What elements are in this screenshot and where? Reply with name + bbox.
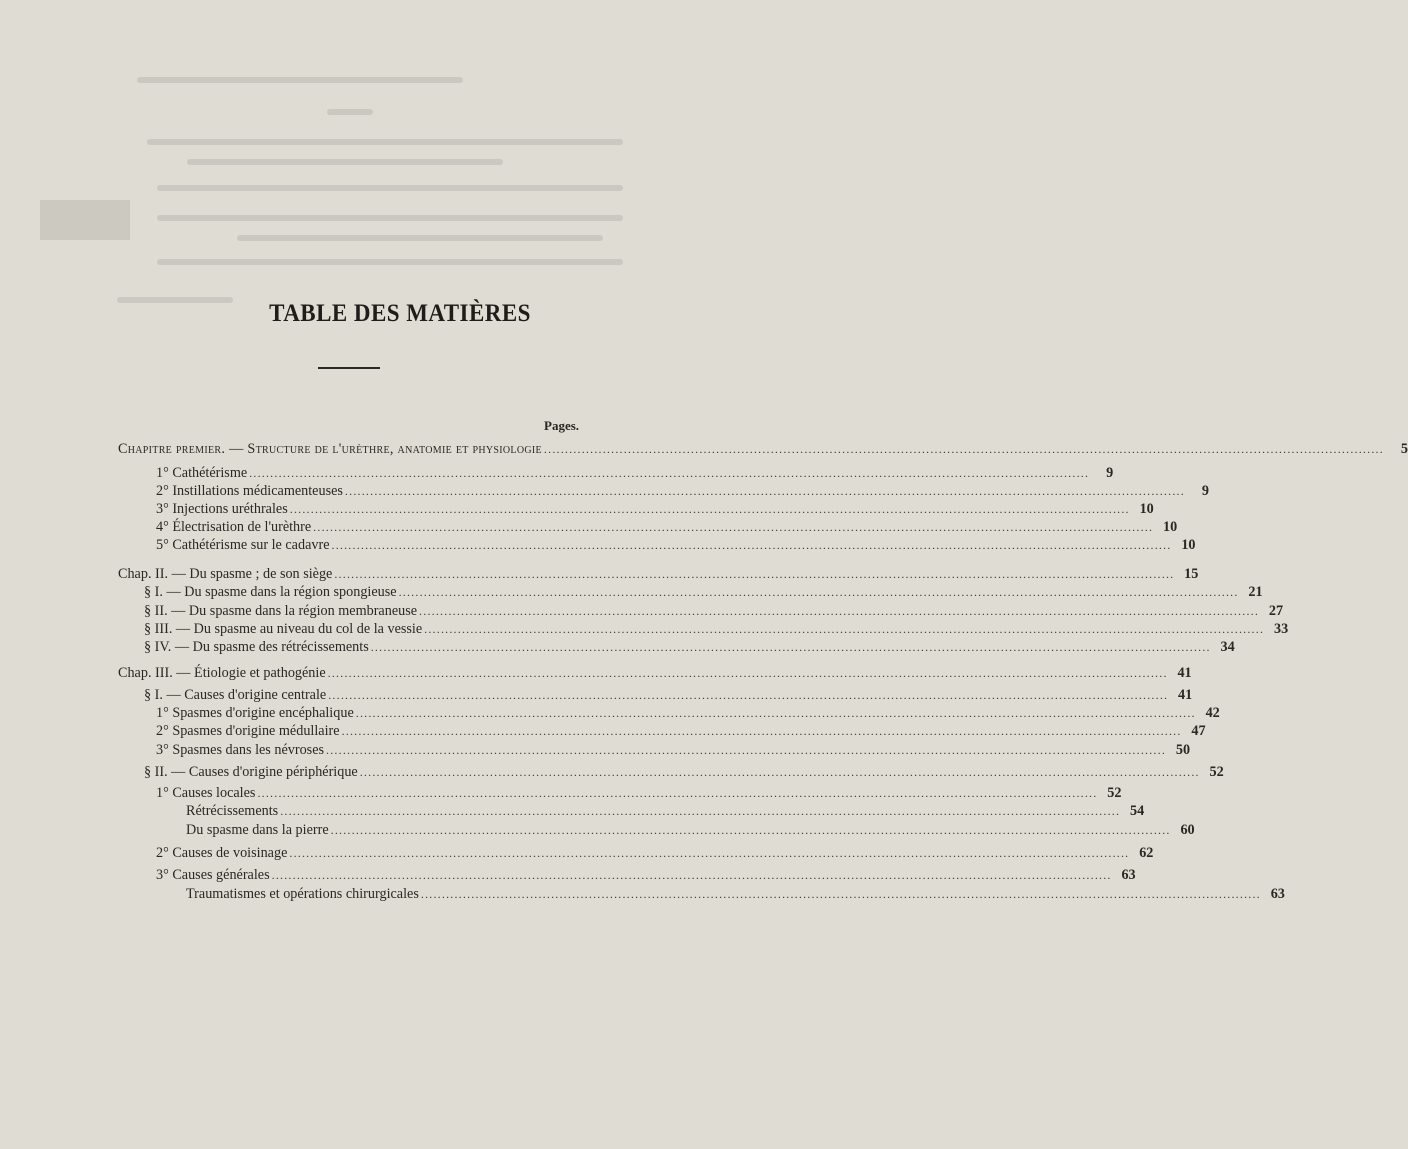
toc-entry-label: § II. — Causes d'origine périphérique xyxy=(144,764,358,780)
toc-entry-label: 3° Spasmes dans les névroses xyxy=(156,742,325,758)
dot-leader: ........................................................................................................................................................................................................ xyxy=(420,887,1261,901)
dot-leader: ........................................................................................................................................................................................................ xyxy=(334,567,1175,581)
toc-entry xyxy=(156,784,1122,802)
toc-entry-page: 42 xyxy=(1205,705,1220,721)
toc-entry-label: 1° Spasmes d'origine encéphalique xyxy=(156,705,354,721)
toc-entry-page: 15 xyxy=(1184,566,1199,582)
dot-leader: ........................................................................................................................................................................................................ xyxy=(249,466,1090,480)
toc-entry xyxy=(156,518,1178,536)
dot-leader: ........................................................................................................................................................................................................ xyxy=(331,538,1172,552)
toc-entry xyxy=(156,482,1209,500)
dot-leader: ........................................................................................................................................................................................................ xyxy=(328,688,1169,702)
toc-entry-label: 1° Causes locales xyxy=(156,785,256,801)
dot-leader: ........................................................................................................................................................................................................ xyxy=(289,846,1130,860)
dot-leader: ........................................................................................................................................................................................................ xyxy=(398,585,1239,599)
dot-leader: ........................................................................................................................................................................................................ xyxy=(271,868,1112,882)
toc-entry-page: 50 xyxy=(1175,742,1191,758)
dot-leader: ........................................................................................................................................................................................................ xyxy=(355,706,1196,720)
toc-entry xyxy=(156,866,1136,884)
toc-entry xyxy=(156,536,1196,554)
dot-leader: ........................................................................................................................................................................................................ xyxy=(341,724,1182,738)
dot-leader: ........................................................................................................................................................................................................ xyxy=(327,666,1168,680)
toc-entry xyxy=(144,638,1235,656)
toc-entry-page: 41 xyxy=(1178,687,1193,703)
toc-entry xyxy=(156,500,1154,518)
dot-leader: ........................................................................................................................................................................................................ xyxy=(289,502,1130,516)
toc-entry-page: 62 xyxy=(1139,845,1154,861)
toc-entry-label: § IV. — Du spasme des rétrécissements xyxy=(144,639,369,655)
toc-entry-page: 52 xyxy=(1209,764,1224,780)
toc-entry-label: 3° Injections uréthrales xyxy=(156,501,288,517)
dot-leader: ........................................................................................................................................................................................................ xyxy=(424,622,1265,636)
toc-entry-page: 10 xyxy=(1181,537,1196,553)
dot-leader: ........................................................................................................................................................................................................ xyxy=(257,786,1098,800)
dot-leader: ........................................................................................................................................................................................................ xyxy=(359,765,1200,779)
toc-entry xyxy=(156,464,1114,482)
toc-entry-page: 63 xyxy=(1121,867,1136,883)
dot-leader: ........................................................................................................................................................................................................ xyxy=(543,442,1384,456)
toc-entry xyxy=(156,722,1206,740)
toc-entry xyxy=(156,704,1220,722)
toc-entry-label: 3° Causes générales xyxy=(156,867,270,883)
toc-entry xyxy=(118,440,1408,458)
toc-entry-page: 41 xyxy=(1177,665,1192,681)
toc-entry-page: 5 xyxy=(1400,441,1408,457)
toc-entry-label: § I. — Du spasme dans la région spongieuse xyxy=(144,584,397,600)
toc-entry xyxy=(118,664,1192,682)
dot-leader: ........................................................................................................................................................................................................ xyxy=(370,640,1211,654)
toc-entry-label: Chap. II. — Du spasme ; de son siège xyxy=(118,566,333,582)
toc-entry-label: 5° Cathétérisme sur le cadavre xyxy=(156,537,330,553)
toc-entry-page: 52 xyxy=(1107,785,1122,801)
toc-entry-page: 10 xyxy=(1139,501,1154,517)
toc-entry-label: 2° Spasmes d'origine médullaire xyxy=(156,723,340,739)
page-title: TABLE DES MATIÈRES xyxy=(269,300,531,327)
toc-entry xyxy=(156,741,1191,759)
dot-leader: ........................................................................................................................................................................................................ xyxy=(313,520,1154,534)
toc-entry-label: 1° Cathétérisme xyxy=(156,465,248,481)
toc-entry xyxy=(186,802,1145,820)
toc-entry-page: 10 xyxy=(1162,519,1178,535)
toc-entry xyxy=(144,763,1224,781)
toc-entry xyxy=(186,821,1195,839)
toc-entry-label: § III. — Du spasme au niveau du col de la vessie xyxy=(144,621,423,637)
dot-leader: ........................................................................................................................................................................................................ xyxy=(330,823,1171,837)
toc-entry-label: § II. — Du spasme dans la région membraneuse xyxy=(144,603,418,619)
dot-leader: ........................................................................................................................................................................................................ xyxy=(326,743,1167,757)
toc-entry xyxy=(118,565,1199,583)
pages-column-header: Pages. xyxy=(544,418,580,433)
toc-entry xyxy=(186,885,1285,903)
toc-entry-page: 63 xyxy=(1270,886,1285,902)
toc-entry-label: § I. — Causes d'origine centrale xyxy=(144,687,327,703)
toc-entry-label: Traumatismes et opérations chirurgicales xyxy=(186,886,419,902)
toc-entry-page: 34 xyxy=(1220,639,1235,655)
toc-entry-page: 60 xyxy=(1180,822,1195,838)
dot-leader: ........................................................................................................................................................................................................ xyxy=(280,804,1121,818)
title-divider xyxy=(318,367,380,369)
toc-entry xyxy=(156,844,1154,862)
toc-entry xyxy=(144,686,1193,704)
toc-entry-page: 9 xyxy=(1201,483,1209,499)
dot-leader: ........................................................................................................................................................................................................ xyxy=(344,484,1185,498)
toc-entry xyxy=(144,583,1263,601)
toc-entry-label: Chapitre premier. — Structure de l'urèthre, anatomie et physiologie xyxy=(118,441,542,457)
toc-entry-label: 4° Électrisation de l'urèthre xyxy=(156,519,312,535)
toc-entry-page: 27 xyxy=(1268,603,1284,619)
dot-leader: ........................................................................................................................................................................................................ xyxy=(419,604,1260,618)
toc-entry-page: 9 xyxy=(1106,465,1114,481)
toc-entry-label: 2° Instillations médicamenteuses xyxy=(156,483,343,499)
toc-entry-label: Rétrécissements xyxy=(186,803,279,819)
toc-entry-page: 47 xyxy=(1191,723,1206,739)
toc-entry xyxy=(144,602,1284,620)
toc-entry-label: Chap. III. — Étiologie et pathogénie xyxy=(118,665,326,681)
toc-entry-label: Du spasme dans la pierre xyxy=(186,822,329,838)
toc-entry xyxy=(144,620,1289,638)
toc-entry-page: 33 xyxy=(1273,621,1289,637)
toc-entry-label: 2° Causes de voisinage xyxy=(156,845,288,861)
toc-entry-page: 21 xyxy=(1248,584,1263,600)
toc-entry-page: 54 xyxy=(1130,803,1145,819)
bleed-through-texture xyxy=(0,0,800,320)
